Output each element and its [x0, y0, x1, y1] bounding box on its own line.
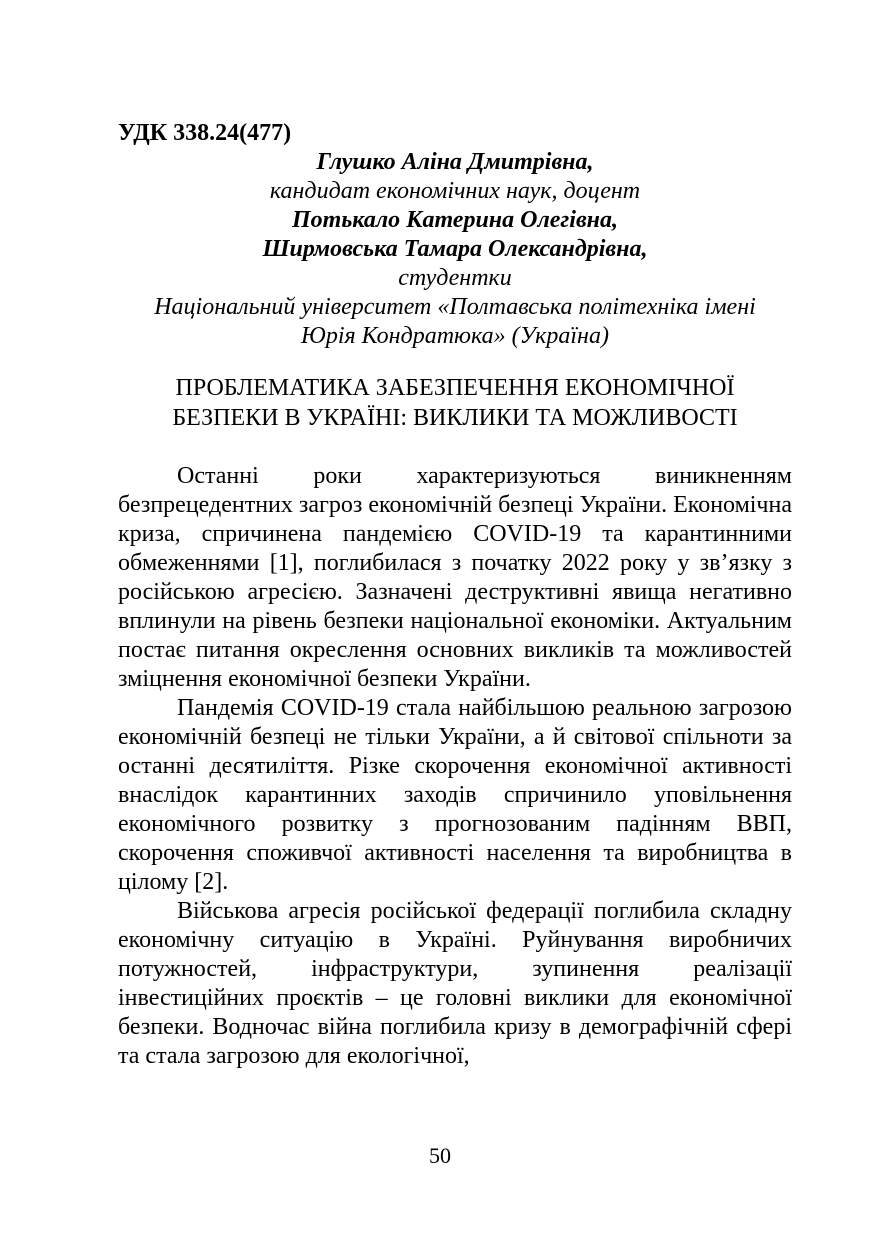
author-block	[118, 148, 792, 351]
title-line-1: ПРОБЛЕМАТИКА ЗАБЕЗПЕЧЕННЯ ЕКОНОМІЧНОЇ	[175, 375, 735, 401]
affiliation-line-1: Національний університет «Полтавська політехніка імені	[154, 294, 756, 320]
article-body	[118, 462, 792, 1071]
authors-status: студентки	[398, 265, 512, 291]
title-line-2: БЕЗПЕКИ В УКРАЇНІ: ВИКЛИКИ ТА МОЖЛИВОСТІ	[172, 405, 738, 431]
paragraph-1: Останні роки характеризуються виникненням безпрецедентних загроз економічній безпеці України. Економічна криза, спричинена пандемією COVID-19 та карантинними обмеженнями [1], поглибилася з початку 2022 року у зв’язку з російською агресією. Зазначені деструктивні явища негативно вплинули на рівень безпеки національної економіки. Актуальним постає питання окреслення основних викликів та можливостей зміцнення економічної безпеки України.	[118, 463, 792, 692]
paragraph-3: Військова агресія російської федерації поглибила складну економічну ситуацію в Україні. Руйнування виробничих потужностей, інфраструктури, зупинення реалізації інвестиційних проєктів – це головні виклики для економічної безпеки. Водночас війна поглибила кризу в демографічній сфері та стала загрозою для екологічної,	[118, 898, 792, 1069]
author-name-1: Глушко Аліна Дмитрівна,	[316, 149, 594, 175]
article-title	[118, 373, 792, 433]
udc-code: УДК 338.24(477)	[118, 120, 292, 146]
page-number: 50	[429, 1143, 451, 1168]
author-name-3: Ширмовська Тамара Олександрівна,	[262, 236, 648, 262]
author-position: кандидат економічних наук, доцент	[269, 178, 641, 204]
author-name-2: Потькало Катерина Олегівна,	[291, 207, 618, 233]
paragraph-2: Пандемія COVID-19 стала найбільшою реальною загрозою економічній безпеці не тільки України, а й світової спільноти за останні десятиліття. Різке скорочення економічної активності внаслідок карантинних заходів спричинило уповільнення економічного розвитку з прогнозованим падінням ВВП, скорочення споживчої активності населення та виробництва в цілому [2].	[118, 695, 792, 895]
affiliation-line-2: Юрія Кондратюка» (Україна)	[301, 323, 609, 349]
